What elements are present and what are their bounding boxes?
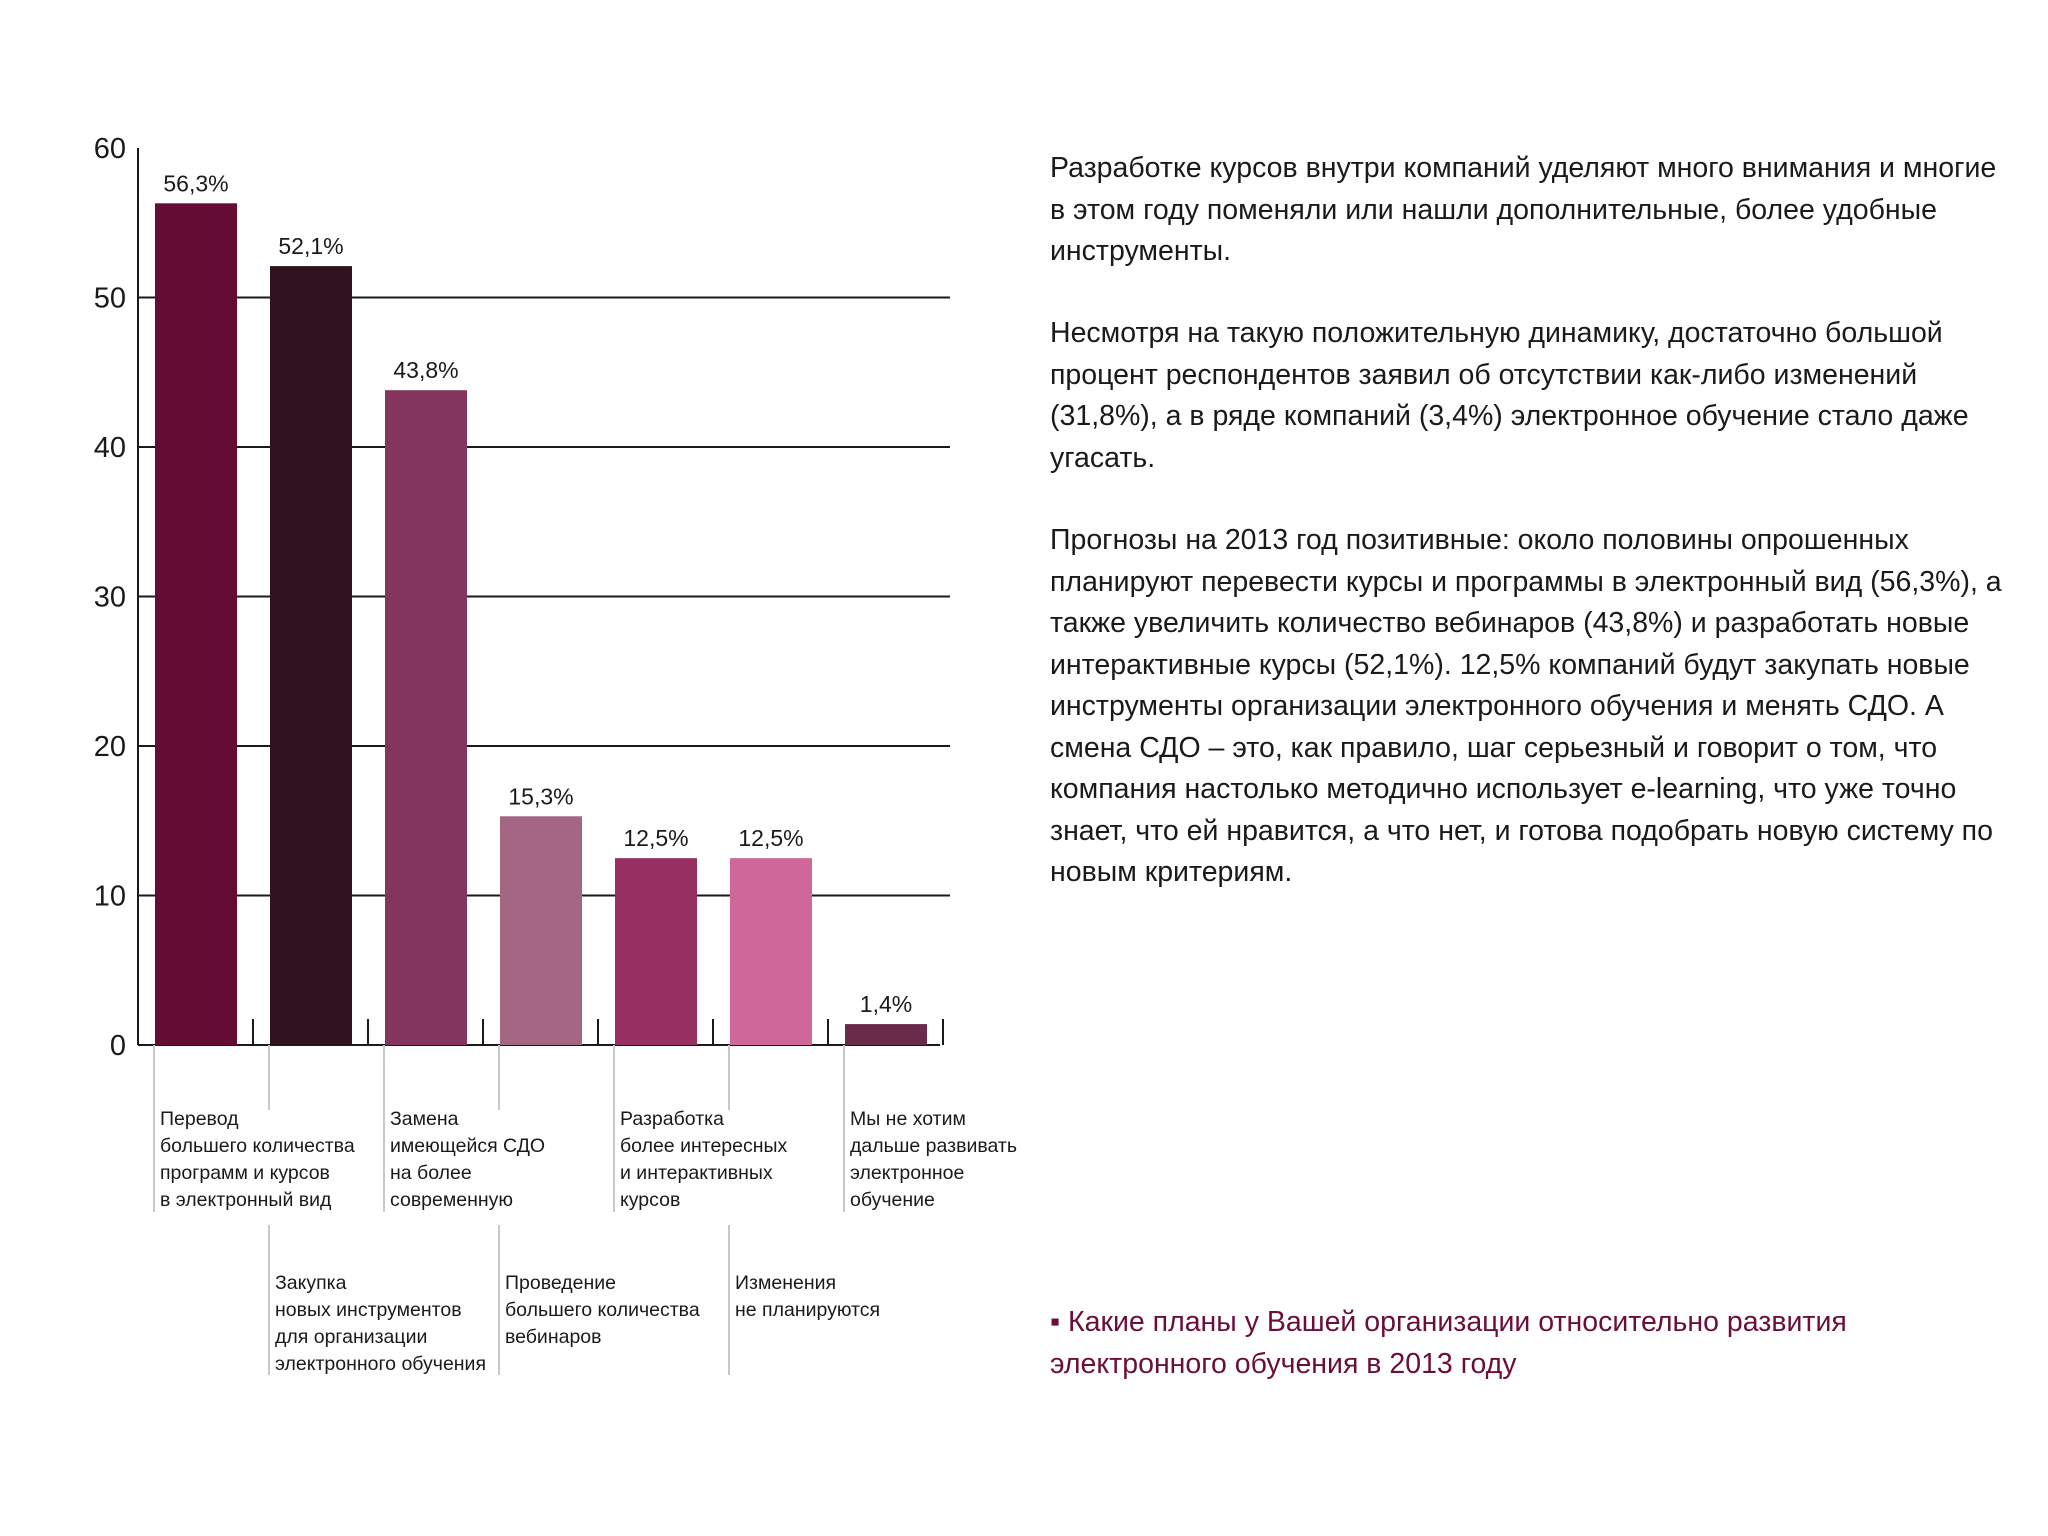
forecast-paragraph: Прогнозы на 2013 год позитивные: около половины опрошенных планируют перевести курсы и программы в электронный вид (56,3%), а также увеличить количество вебинаров (43,8%) и разработать новые интерактивные курсы (52,1%). 12,5% компаний будут закупать новые инструменты организации электронного обучения и менять СДО. А смена СДО – это, как правило, шаг серьезный и говорит о том, что компания настолько методично использует e-learning, что уже точно знает, что ей нравится, а что нет, и готова подобрать новую систему по новым критериям. xyxy=(1050,524,2002,888)
category-label: Мы не хотим дальше развивать электронное обучение xyxy=(850,1108,1017,1211)
category-label: Замена имеющейся СДО на более современную xyxy=(390,1108,546,1211)
y-tick-label: 20 xyxy=(93,731,126,763)
bar-value-label: 56,3% xyxy=(163,170,229,197)
caption-bullet-icon: ▪ xyxy=(1050,1306,1061,1338)
bar-value-label: 12,5% xyxy=(623,825,689,852)
bar xyxy=(385,390,467,1045)
category-label: Перевод большего количества программ и курсов в электронный вид xyxy=(160,1108,355,1211)
caption-text: Какие планы у Вашей организации относительно развития электронного обучения в 2013 году xyxy=(1050,1306,1847,1380)
dynamics-paragraph: Несмотря на такую положительную динамику, достаточно большой процент респондентов заявил об отсутствии как-либо изменений (31,8%), а в ряде компаний (3,4%) электронное обучение стало даже угасать. xyxy=(1050,317,1969,474)
bar xyxy=(270,266,352,1045)
y-tick-label: 40 xyxy=(93,432,126,464)
bar xyxy=(155,203,237,1045)
bar-value-label: 43,8% xyxy=(393,357,459,384)
y-tick-label: 10 xyxy=(93,880,126,913)
intro-paragraph: Разработке курсов внутри компаний уделяют много внимания и многие в этом году поменяли или нашли дополнительные, более удобные инструменты. xyxy=(1050,152,1997,267)
y-tick-label: 30 xyxy=(93,581,126,614)
chart-caption xyxy=(1050,1302,1950,1385)
category-label: Закупка новых инструментов для организации электронного обучения xyxy=(275,1272,487,1375)
category-label: Разработка более интересных и интерактивных курсов xyxy=(620,1108,788,1211)
category-label: Проведение большего количества вебинаров xyxy=(505,1272,700,1348)
bar-value-label: 15,3% xyxy=(508,783,574,810)
y-tick-label: 50 xyxy=(93,282,126,315)
bar xyxy=(500,816,582,1045)
bar xyxy=(845,1024,927,1045)
bar-value-label: 52,1% xyxy=(278,233,344,260)
bar xyxy=(730,858,812,1045)
y-tick-label: 0 xyxy=(109,1030,126,1062)
category-label: Изменения не планируются xyxy=(735,1272,881,1321)
bar-value-label: 12,5% xyxy=(738,825,804,852)
y-tick-label: 60 xyxy=(93,133,126,165)
bar xyxy=(615,858,697,1045)
bar-value-label: 1,4% xyxy=(859,991,913,1018)
